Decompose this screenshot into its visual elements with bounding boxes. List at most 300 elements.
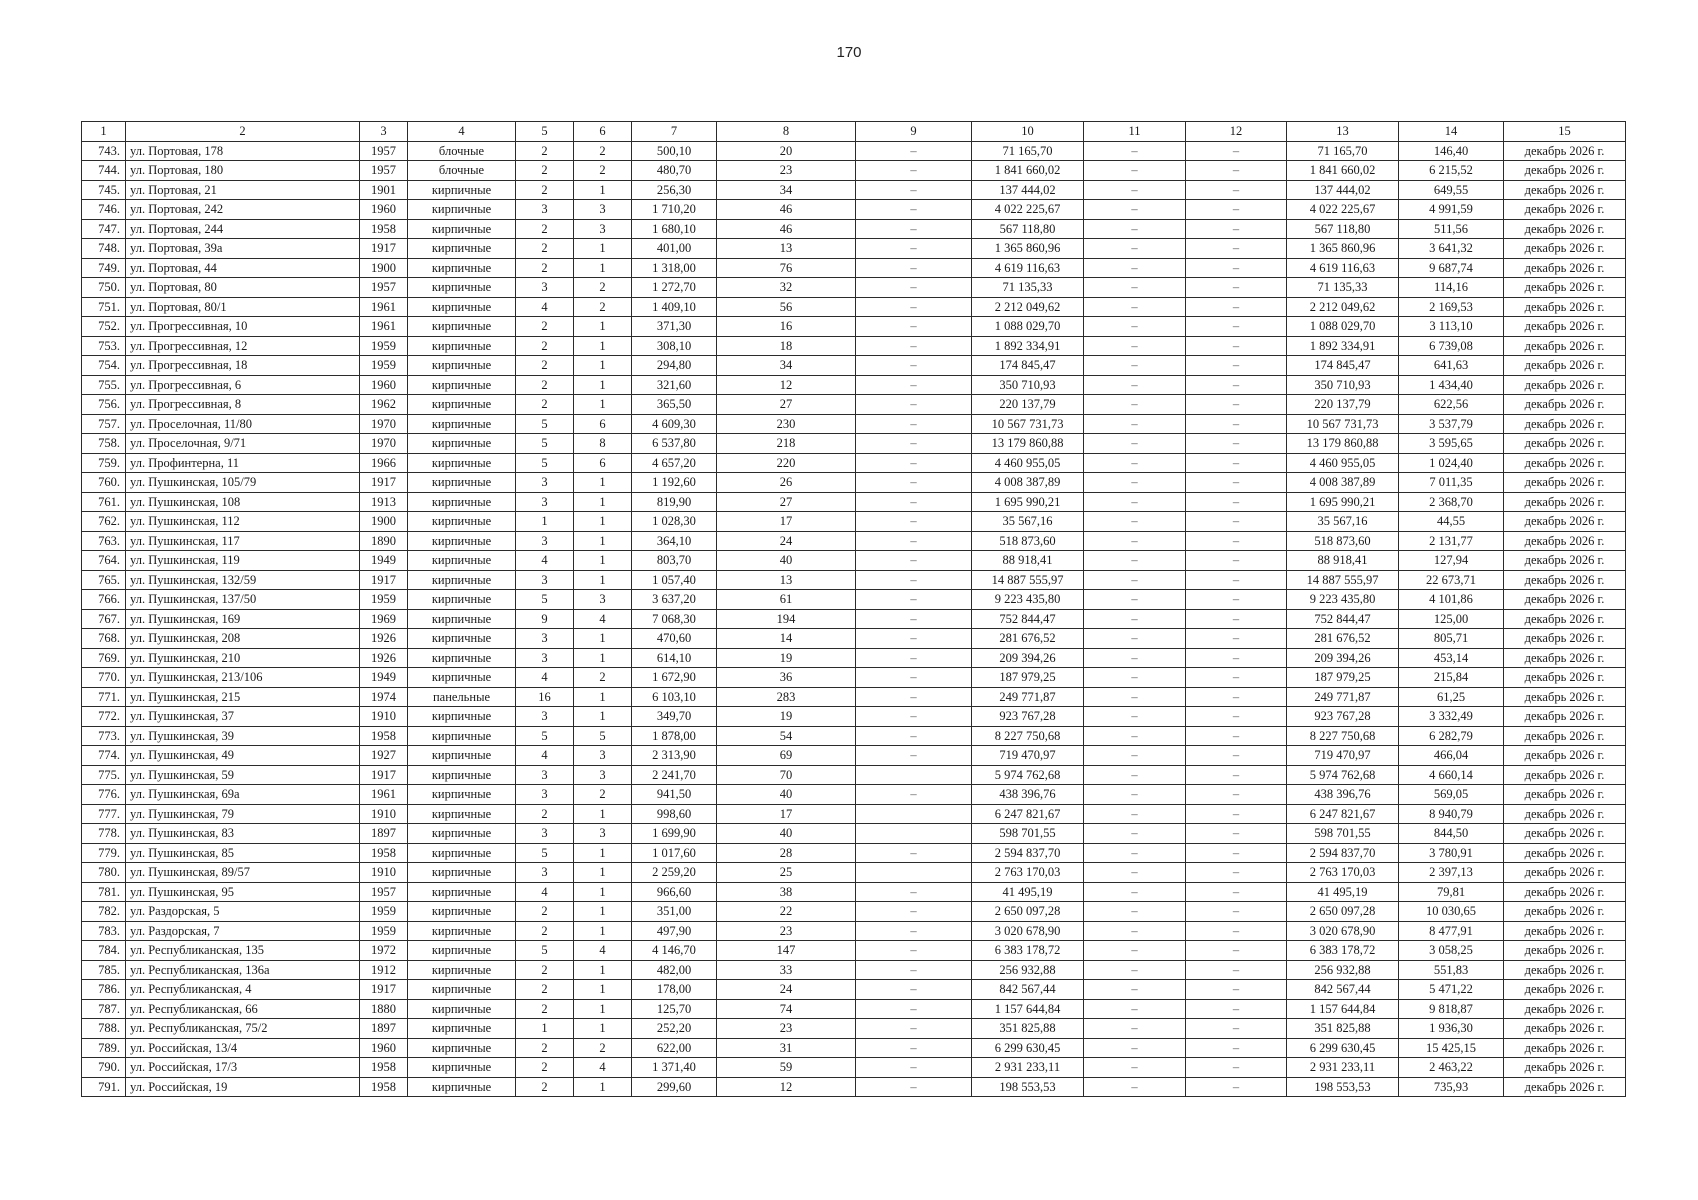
table-cell: 1 365 860,96: [1287, 239, 1399, 259]
table-cell: 1970: [360, 434, 408, 454]
table-cell: 137 444,02: [1287, 180, 1399, 200]
table-cell: 1 028,30: [632, 512, 717, 532]
table-cell: 41 495,19: [972, 882, 1084, 902]
table-cell: ул. Пушкинская, 39: [126, 726, 360, 746]
table-cell: 308,10: [632, 336, 717, 356]
table-cell: –: [856, 570, 972, 590]
table-cell: 500,10: [632, 141, 717, 161]
table-cell: 36: [717, 668, 856, 688]
table-cell: 54: [717, 726, 856, 746]
table-cell: 1: [574, 531, 632, 551]
table-cell: 2: [516, 1058, 574, 1078]
table-cell: 4 609,30: [632, 414, 717, 434]
table-cell: кирпичные: [408, 434, 516, 454]
table-cell: ул. Пушкинская, 210: [126, 648, 360, 668]
table-row: [82, 1038, 1626, 1058]
table-cell: 1 695 990,21: [1287, 492, 1399, 512]
table-cell: 1 371,40: [632, 1058, 717, 1078]
table-cell: 1 192,60: [632, 473, 717, 493]
table-row: [82, 219, 1626, 239]
table-cell: –: [1186, 473, 1287, 493]
table-cell: 4 101,86: [1399, 590, 1504, 610]
table-cell: 3 020 678,90: [1287, 921, 1399, 941]
table-cell: –: [1084, 785, 1186, 805]
table-cell: [856, 804, 972, 824]
table-cell: 2 931 233,11: [1287, 1058, 1399, 1078]
table-cell: –: [856, 1019, 972, 1039]
table-cell: декабрь 2026 г.: [1504, 941, 1626, 961]
table-cell: 2: [516, 258, 574, 278]
table-cell: –: [1084, 863, 1186, 883]
table-cell: декабрь 2026 г.: [1504, 473, 1626, 493]
table-cell: 767.: [82, 609, 126, 629]
table-cell: 614,10: [632, 648, 717, 668]
table-row: [82, 668, 1626, 688]
table-cell: ул. Портовая, 242: [126, 200, 360, 220]
table-cell: 283: [717, 687, 856, 707]
table-cell: 756.: [82, 395, 126, 415]
table-cell: кирпичные: [408, 336, 516, 356]
table-cell: 20: [717, 141, 856, 161]
table-cell: декабрь 2026 г.: [1504, 570, 1626, 590]
table-cell: кирпичные: [408, 921, 516, 941]
table-cell: декабрь 2026 г.: [1504, 161, 1626, 181]
table-cell: 22: [717, 902, 856, 922]
table-cell: 3: [516, 824, 574, 844]
table-cell: 28: [717, 843, 856, 863]
table-cell: 6 247 821,67: [972, 804, 1084, 824]
table-cell: 1 936,30: [1399, 1019, 1504, 1039]
table-cell: 1972: [360, 941, 408, 961]
table-cell: 8 227 750,68: [1287, 726, 1399, 746]
table-cell: 46: [717, 200, 856, 220]
table-cell: 8 477,91: [1399, 921, 1504, 941]
table-cell: 2: [574, 161, 632, 181]
table-cell: –: [856, 356, 972, 376]
table-cell: 4: [516, 668, 574, 688]
table-cell: 1958: [360, 843, 408, 863]
table-cell: 1966: [360, 453, 408, 473]
table-cell: декабрь 2026 г.: [1504, 863, 1626, 883]
table-cell: 1917: [360, 239, 408, 259]
table-cell: кирпичные: [408, 239, 516, 259]
table-cell: –: [1186, 414, 1287, 434]
table-cell: 1927: [360, 746, 408, 766]
table-cell: –: [1084, 375, 1186, 395]
table-cell: 775.: [82, 765, 126, 785]
table-cell: 14 887 555,97: [972, 570, 1084, 590]
table-cell: декабрь 2026 г.: [1504, 980, 1626, 1000]
table-cell: кирпичные: [408, 726, 516, 746]
table-cell: 1958: [360, 219, 408, 239]
table-cell: 759.: [82, 453, 126, 473]
table-cell: –: [1186, 219, 1287, 239]
table-cell: 12: [717, 1077, 856, 1097]
table-cell: 88 918,41: [1287, 551, 1399, 571]
table-cell: 35 567,16: [972, 512, 1084, 532]
table-cell: 3: [574, 746, 632, 766]
table-cell: 6 299 630,45: [972, 1038, 1084, 1058]
table-cell: 125,00: [1399, 609, 1504, 629]
table-cell: 842 567,44: [1287, 980, 1399, 1000]
table-cell: –: [856, 258, 972, 278]
table-cell: ул. Пушкинская, 208: [126, 629, 360, 649]
table-cell: 1961: [360, 297, 408, 317]
table-cell: кирпичные: [408, 648, 516, 668]
table-cell: 209 394,26: [972, 648, 1084, 668]
table-cell: 842 567,44: [972, 980, 1084, 1000]
table-cell: 10 567 731,73: [972, 414, 1084, 434]
table-cell: –: [856, 609, 972, 629]
table-cell: ул. Пушкинская, 213/106: [126, 668, 360, 688]
table-cell: 1959: [360, 590, 408, 610]
table-cell: 1949: [360, 668, 408, 688]
table-cell: 71 135,33: [972, 278, 1084, 298]
table-cell: 1: [574, 317, 632, 337]
table-cell: 2: [516, 239, 574, 259]
table-cell: –: [1186, 200, 1287, 220]
table-cell: –: [856, 414, 972, 434]
table-cell: декабрь 2026 г.: [1504, 668, 1626, 688]
table-cell: 1 057,40: [632, 570, 717, 590]
table-cell: 127,94: [1399, 551, 1504, 571]
table-cell: 6: [574, 414, 632, 434]
table-cell: 998,60: [632, 804, 717, 824]
table-cell: 1: [574, 395, 632, 415]
table-cell: 3 595,65: [1399, 434, 1504, 454]
table-cell: 1917: [360, 980, 408, 1000]
table-cell: 1 878,00: [632, 726, 717, 746]
table-cell: 923 767,28: [972, 707, 1084, 727]
table-row: [82, 141, 1626, 161]
table-cell: 2: [516, 980, 574, 1000]
column-header: 15: [1504, 122, 1626, 142]
table-cell: декабрь 2026 г.: [1504, 999, 1626, 1019]
table-cell: 1910: [360, 707, 408, 727]
table-cell: 5: [516, 941, 574, 961]
table-cell: –: [856, 219, 972, 239]
table-cell: 4: [516, 551, 574, 571]
table-cell: 5 471,22: [1399, 980, 1504, 1000]
table-cell: –: [1084, 980, 1186, 1000]
table-cell: 746.: [82, 200, 126, 220]
table-cell: ул. Пушкинская, 89/57: [126, 863, 360, 883]
table-cell: 137 444,02: [972, 180, 1084, 200]
table-row: [82, 999, 1626, 1019]
table-cell: 2: [516, 902, 574, 922]
table-cell: –: [1186, 551, 1287, 571]
table-cell: 2 212 049,62: [1287, 297, 1399, 317]
table-cell: декабрь 2026 г.: [1504, 551, 1626, 571]
table-cell: 2 259,20: [632, 863, 717, 883]
table-cell: –: [856, 648, 972, 668]
table-cell: –: [856, 434, 972, 454]
table-row: [82, 785, 1626, 805]
table-cell: –: [1186, 1077, 1287, 1097]
table-cell: кирпичные: [408, 453, 516, 473]
table-row: [82, 336, 1626, 356]
table-cell: 1: [574, 512, 632, 532]
table-cell: 3: [574, 590, 632, 610]
table-row: [82, 863, 1626, 883]
table-cell: 1 672,90: [632, 668, 717, 688]
table-cell: 3: [516, 473, 574, 493]
table-cell: 249 771,87: [972, 687, 1084, 707]
table-row: [82, 395, 1626, 415]
table-cell: 1: [574, 356, 632, 376]
table-cell: 6 103,10: [632, 687, 717, 707]
table-cell: 771.: [82, 687, 126, 707]
table-cell: 2 131,77: [1399, 531, 1504, 551]
table-cell: –: [1186, 882, 1287, 902]
table-row: [82, 492, 1626, 512]
table-cell: 3 537,79: [1399, 414, 1504, 434]
table-cell: 758.: [82, 434, 126, 454]
table-cell: 13 179 860,88: [1287, 434, 1399, 454]
table-cell: 256 932,88: [1287, 960, 1399, 980]
table-cell: 220 137,79: [972, 395, 1084, 415]
table-cell: 719 470,97: [1287, 746, 1399, 766]
table-cell: 1: [574, 902, 632, 922]
table-cell: 41 495,19: [1287, 882, 1399, 902]
table-cell: 71 135,33: [1287, 278, 1399, 298]
table-cell: –: [1186, 941, 1287, 961]
column-header: 9: [856, 122, 972, 142]
table-cell: 4 660,14: [1399, 765, 1504, 785]
table-cell: 1957: [360, 141, 408, 161]
table-cell: 19: [717, 648, 856, 668]
table-cell: ул. Пушкинская, 215: [126, 687, 360, 707]
table-cell: ул. Республиканская, 4: [126, 980, 360, 1000]
table-cell: –: [856, 746, 972, 766]
table-cell: 1897: [360, 1019, 408, 1039]
table-row: [82, 609, 1626, 629]
table-row: [82, 882, 1626, 902]
table-cell: 1 409,10: [632, 297, 717, 317]
table-cell: 782.: [82, 902, 126, 922]
table-cell: –: [1186, 161, 1287, 181]
table-cell: кирпичные: [408, 1038, 516, 1058]
table-cell: 40: [717, 785, 856, 805]
table-cell: ул. Проселочная, 11/80: [126, 414, 360, 434]
table-cell: 757.: [82, 414, 126, 434]
table-cell: кирпичные: [408, 960, 516, 980]
table-cell: ул. Республиканская, 135: [126, 941, 360, 961]
table-cell: 31: [717, 1038, 856, 1058]
table-cell: кирпичные: [408, 473, 516, 493]
table-cell: кирпичные: [408, 882, 516, 902]
table-cell: 4 008 387,89: [1287, 473, 1399, 493]
table-cell: 1960: [360, 200, 408, 220]
table-cell: 24: [717, 980, 856, 1000]
table-cell: 1910: [360, 804, 408, 824]
table-cell: кирпичные: [408, 219, 516, 239]
table-row: [82, 473, 1626, 493]
table-cell: 1 699,90: [632, 824, 717, 844]
table-cell: 401,00: [632, 239, 717, 259]
table-cell: ул. Пушкинская, 59: [126, 765, 360, 785]
table-cell: –: [1186, 648, 1287, 668]
table-cell: –: [1084, 336, 1186, 356]
table-cell: 2: [574, 785, 632, 805]
table-cell: 770.: [82, 668, 126, 688]
table-cell: –: [1186, 317, 1287, 337]
table-cell: декабрь 2026 г.: [1504, 258, 1626, 278]
table-cell: 941,50: [632, 785, 717, 805]
table-cell: –: [1186, 668, 1287, 688]
table-cell: –: [856, 473, 972, 493]
table-cell: кирпичные: [408, 765, 516, 785]
table-cell: –: [856, 141, 972, 161]
table-cell: 5: [516, 414, 574, 434]
table-cell: 1900: [360, 512, 408, 532]
table-cell: ул. Пушкинская, 132/59: [126, 570, 360, 590]
table-cell: 748.: [82, 239, 126, 259]
table-cell: декабрь 2026 г.: [1504, 297, 1626, 317]
table-cell: 649,55: [1399, 180, 1504, 200]
table-cell: –: [1084, 824, 1186, 844]
table-cell: 1970: [360, 414, 408, 434]
table-cell: 23: [717, 1019, 856, 1039]
table-cell: ул. Раздорская, 5: [126, 902, 360, 922]
table-cell: 1 680,10: [632, 219, 717, 239]
table-cell: –: [1084, 492, 1186, 512]
table-cell: 3 332,49: [1399, 707, 1504, 727]
table-cell: 2 763 170,03: [1287, 863, 1399, 883]
table-cell: 2: [516, 1077, 574, 1097]
table-cell: –: [1084, 473, 1186, 493]
table-cell: –: [856, 492, 972, 512]
table-cell: 371,30: [632, 317, 717, 337]
table-cell: 1: [574, 258, 632, 278]
table-cell: 35 567,16: [1287, 512, 1399, 532]
table-cell: 3: [516, 707, 574, 727]
table-cell: 1: [574, 336, 632, 356]
table-cell: декабрь 2026 г.: [1504, 492, 1626, 512]
table-cell: [856, 824, 972, 844]
table-cell: 1 157 644,84: [972, 999, 1084, 1019]
table-cell: –: [1084, 239, 1186, 259]
table-cell: ул. Пушкинская, 69а: [126, 785, 360, 805]
table-cell: 470,60: [632, 629, 717, 649]
table-cell: 438 396,76: [1287, 785, 1399, 805]
table-cell: кирпичные: [408, 278, 516, 298]
table-cell: декабрь 2026 г.: [1504, 1019, 1626, 1039]
table-cell: декабрь 2026 г.: [1504, 726, 1626, 746]
table-cell: [856, 863, 972, 883]
table-cell: 187 979,25: [1287, 668, 1399, 688]
table-cell: декабрь 2026 г.: [1504, 531, 1626, 551]
table-cell: кирпичные: [408, 297, 516, 317]
table-cell: –: [1186, 960, 1287, 980]
table-cell: ул. Пушкинская, 117: [126, 531, 360, 551]
table-cell: –: [856, 1077, 972, 1097]
table-cell: –: [856, 843, 972, 863]
table-cell: 518 873,60: [1287, 531, 1399, 551]
table-cell: 76: [717, 258, 856, 278]
table-cell: 622,56: [1399, 395, 1504, 415]
table-cell: 4 460 955,05: [1287, 453, 1399, 473]
table-cell: 25: [717, 863, 856, 883]
column-header: 8: [717, 122, 856, 142]
table-cell: –: [1084, 941, 1186, 961]
table-row: [82, 356, 1626, 376]
table-cell: 779.: [82, 843, 126, 863]
table-cell: –: [856, 1038, 972, 1058]
table-cell: 6 299 630,45: [1287, 1038, 1399, 1058]
table-cell: 27: [717, 395, 856, 415]
table-cell: –: [856, 180, 972, 200]
table-cell: ул. Пушкинская, 169: [126, 609, 360, 629]
table-row: [82, 512, 1626, 532]
table-cell: кирпичные: [408, 629, 516, 649]
table-cell: кирпичные: [408, 492, 516, 512]
table-cell: –: [856, 785, 972, 805]
table-cell: 3: [574, 824, 632, 844]
table-cell: –: [1186, 824, 1287, 844]
table-cell: 3 780,91: [1399, 843, 1504, 863]
column-header: 7: [632, 122, 717, 142]
table-cell: кирпичные: [408, 863, 516, 883]
table-cell: –: [1186, 746, 1287, 766]
table-cell: 4 460 955,05: [972, 453, 1084, 473]
table-cell: 1: [516, 1019, 574, 1039]
table-cell: 70: [717, 765, 856, 785]
table-cell: –: [1084, 531, 1186, 551]
table-cell: 26: [717, 473, 856, 493]
table-cell: –: [1084, 297, 1186, 317]
table-cell: –: [1084, 512, 1186, 532]
table-cell: 2 463,22: [1399, 1058, 1504, 1078]
table-cell: 1917: [360, 570, 408, 590]
table-cell: кирпичные: [408, 941, 516, 961]
table-cell: 2: [574, 1038, 632, 1058]
table-cell: 1: [574, 882, 632, 902]
table-cell: декабрь 2026 г.: [1504, 317, 1626, 337]
table-cell: 351 825,88: [1287, 1019, 1399, 1039]
table-cell: 1959: [360, 921, 408, 941]
table-cell: 3: [516, 863, 574, 883]
table-cell: 3: [516, 200, 574, 220]
table-cell: 744.: [82, 161, 126, 181]
table-cell: 13: [717, 570, 856, 590]
table-cell: 783.: [82, 921, 126, 941]
table-cell: –: [856, 687, 972, 707]
table-cell: –: [1084, 902, 1186, 922]
table-cell: 4 022 225,67: [1287, 200, 1399, 220]
table-cell: декабрь 2026 г.: [1504, 395, 1626, 415]
table-cell: –: [1084, 219, 1186, 239]
table-cell: –: [856, 941, 972, 961]
table-cell: 1: [574, 629, 632, 649]
table-cell: кирпичные: [408, 414, 516, 434]
table-cell: –: [856, 707, 972, 727]
table-cell: 5 974 762,68: [1287, 765, 1399, 785]
table-cell: кирпичные: [408, 531, 516, 551]
table-cell: кирпичные: [408, 395, 516, 415]
table-cell: 1: [574, 473, 632, 493]
table-cell: 1 088 029,70: [1287, 317, 1399, 337]
table-cell: 2: [574, 278, 632, 298]
table-cell: –: [1186, 492, 1287, 512]
table-cell: –: [1084, 453, 1186, 473]
table-cell: –: [1186, 336, 1287, 356]
table-cell: декабрь 2026 г.: [1504, 765, 1626, 785]
table-cell: 44,55: [1399, 512, 1504, 532]
table-row: [82, 804, 1626, 824]
table-cell: 1880: [360, 999, 408, 1019]
table-cell: 2 594 837,70: [972, 843, 1084, 863]
